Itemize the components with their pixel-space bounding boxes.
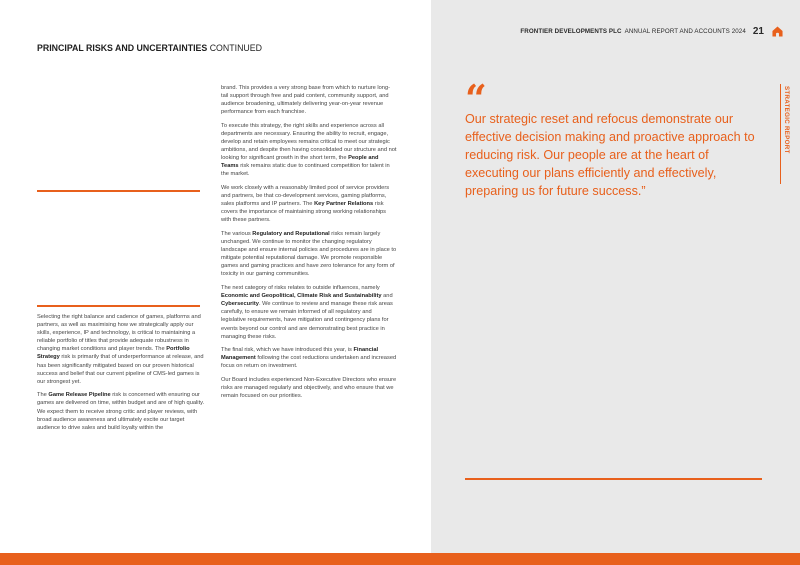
quote-mark-icon: “ bbox=[465, 76, 487, 121]
paragraph-regulatory: The various Regulatory and Reputational risks remain largely unchanged. We continue to monitor the changing regulatory landscape and ensure internal policies and procedures are in place to mitigate potential reputational damage. We promote responsible games and gaming practices and have zero tolerance for any form of toxicity in our gaming communities. bbox=[221, 231, 397, 278]
paragraph-brand: brand. This provides a very strong base from which to nurture long-tail support through free and paid content, community support, and audience broadening, ultimately delivering year-on-year revenue performance from each franchise. bbox=[221, 85, 391, 116]
side-tab-line bbox=[780, 84, 781, 184]
paragraph-board: Our Board includes experienced Non-Executive Directors who ensure risks are managed regularly and objectively, and who ensure that we remain focused on our priorities. bbox=[221, 377, 397, 400]
section-title bbox=[37, 43, 262, 53]
paragraph-key-partners: We work closely with a reasonably limited pool of service providers and partners, be that co-development services, gaming platforms, sales platforms and IP partners. The Key Partner Relations risk covers the importance of maintaining strong working relationships with these partners. bbox=[221, 185, 390, 224]
left-text-column bbox=[37, 313, 207, 437]
header-report-title: ANNUAL REPORT AND ACCOUNTS 2024 bbox=[624, 27, 746, 35]
page-header bbox=[520, 25, 783, 37]
paragraph-people-teams: To execute this strategy, the right skills and experience across all departments are necessary. Ensuring the ability to recruit, engage, develop and retain employees remains critical to meet our strategic ambitions, and despite then having consolidated our structure and not looking for significant growth in the short term, the People and Teams risk remains static due to continued competition for talent in the market. bbox=[221, 122, 397, 178]
paragraph-financial-management: The final risk, which we have introduced this year, is Financial Management following the cost reductions undertaken and increased focus on return on investment. bbox=[221, 347, 397, 370]
middle-text-column bbox=[221, 84, 397, 406]
section-title-bold: PRINCIPAL RISKS AND UNCERTAINTIES bbox=[37, 43, 208, 53]
paragraph-game-release-pipeline: The Game Release Pipeline risk is concerned with ensuring our games are delivered on time, within budget and are of high quality. We expect them to receive strong critic and player reviews, with broad audience awareness and ultimately excite our target audience to drive sales and build loyalty within the bbox=[37, 392, 205, 431]
quote-divider bbox=[465, 478, 762, 480]
left-bottom-divider bbox=[37, 305, 200, 307]
side-tab-strategic-report[interactable]: STRATEGIC REPORT bbox=[783, 86, 790, 154]
header-company: FRONTIER DEVELOPMENTS PLC bbox=[520, 27, 622, 35]
footer-bar bbox=[0, 553, 800, 565]
left-top-divider bbox=[37, 190, 200, 192]
paragraph-outside-influences: The next category of risks relates to outside influences, namely Economic and Geopolitical, Climate Risk and Sustainability and Cybersecurity. We continue to review and manage these risk areas carefully, to ensure we remain informed of all regulatory and legislative requirements, have mitigation and contingency plans for events beyond our control and are demonstrating best practice in managing these risks. bbox=[221, 285, 393, 340]
home-icon[interactable] bbox=[772, 26, 783, 37]
pull-quote: Our strategic reset and refocus demonstrate our effective decision making and proactive approach to reducing risk. Our people are at the heart of executing our plans efficiently and effectively, preparing us for future success.” bbox=[465, 112, 755, 198]
section-title-continued: CONTINUED bbox=[209, 43, 262, 53]
page-number: 21 bbox=[752, 25, 764, 37]
paragraph-portfolio-strategy: Selecting the right balance and cadence of games, platforms and partners, as well as maximising how we strategically apply our skills, experience, IP and technology, is critical to maintaining a reliable portfolio of titles that provide adequate robustness in changing market conditions and player trends. The Portfolio Strategy risk is primarily that of underperformance at release, and has been significantly mitigated based on our proven historical success and belief that our current pipeline of CMS-led games is our strongest yet. bbox=[37, 314, 204, 385]
